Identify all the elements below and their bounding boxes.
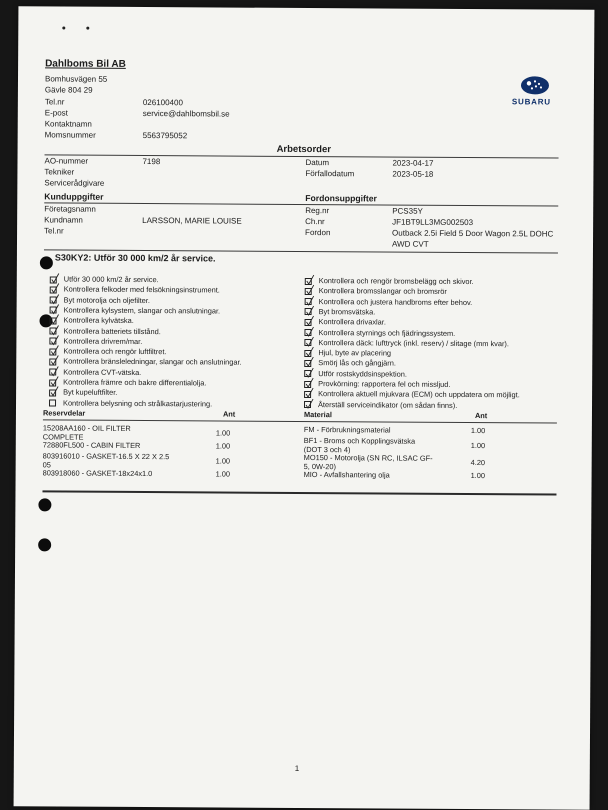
company-field-value: 026100400 bbox=[142, 98, 183, 108]
table-row-name: MIO - Avfallshantering olja bbox=[303, 469, 390, 480]
customer-heading: Kunduppgifter bbox=[44, 191, 104, 202]
order-field-label: Tekniker bbox=[44, 167, 75, 177]
checklist-item-label: Provkörning: rapportera fel och missljud. bbox=[318, 379, 451, 389]
table-row-name: MO150 - Motorolja (SN RC, ILSAC GF- bbox=[303, 452, 433, 463]
table-row-qty: 1.00 bbox=[470, 441, 486, 451]
order-field-value: 2023-04-17 bbox=[392, 158, 434, 168]
order-field-label: Datum bbox=[305, 158, 330, 168]
checklist-item-label: Kontrollera belysning och strålkastarjustering. bbox=[63, 398, 213, 409]
customer-field-label: Tel.nr bbox=[44, 226, 64, 236]
vehicle-field-label: Fordon bbox=[305, 228, 331, 238]
checkmark-icon bbox=[50, 363, 57, 373]
checklist-item-label: Utför 30 000 km/2 år service. bbox=[63, 274, 159, 285]
checkbox-icon bbox=[49, 400, 56, 407]
job-checklist-right bbox=[18, 6, 594, 10]
checkmark-icon bbox=[50, 322, 57, 332]
materials-col-header: Material bbox=[303, 409, 332, 420]
checkmark-icon bbox=[51, 270, 58, 280]
table-row-qty: 4.20 bbox=[470, 458, 486, 468]
checkmark-icon bbox=[50, 384, 57, 394]
checklist-item-label: Kontrollera CVT-vätska. bbox=[63, 367, 142, 377]
checklist-item-label: Utför rostskyddsinspektion. bbox=[318, 368, 407, 379]
checkmark-icon bbox=[51, 301, 58, 311]
company-field-label: Momsnummer bbox=[44, 130, 96, 140]
checkmark-icon bbox=[50, 343, 57, 353]
checkmark-icon bbox=[51, 281, 58, 291]
customer-field-label: Kundnamn bbox=[44, 215, 83, 225]
speck bbox=[86, 27, 89, 30]
checklist-item-label: Återställ serviceindikator (om sådan finns). bbox=[317, 399, 458, 410]
checkmark-icon bbox=[305, 344, 312, 354]
customer-field-value: LARSSON, MARIE LOUISE bbox=[142, 216, 242, 226]
table-row-name: 803916010 - GASKET-16.5 X 22 X 2.5 bbox=[42, 451, 170, 462]
company-field-value: 5563795052 bbox=[142, 131, 188, 141]
checkmark-icon bbox=[305, 385, 312, 395]
checkmark-icon bbox=[51, 312, 58, 322]
checklist-item-label: Kontrollera bromsslangar och bromsrör bbox=[318, 286, 447, 297]
job-checklist-left bbox=[18, 6, 594, 10]
table-row-qty: 1.00 bbox=[215, 441, 231, 451]
checkmark-icon bbox=[305, 324, 312, 334]
punch-hole-4 bbox=[38, 538, 51, 551]
parts-table bbox=[18, 6, 594, 10]
materials-qty-header: Ant bbox=[474, 411, 488, 421]
vehicle-heading: Fordonsuppgifter bbox=[305, 193, 377, 204]
checkmark-icon bbox=[305, 354, 312, 364]
table-row-qty: 1.00 bbox=[470, 426, 486, 436]
checklist-item-label: Kontrollera aktuell mjukvara (ECM) och uppdatera om möjligt. bbox=[318, 389, 520, 400]
checkmark-icon bbox=[50, 373, 57, 383]
order-field-label: Förfallodatum bbox=[305, 169, 355, 179]
checklist-item-label: Kontrollera däck: lufttryck (inkl. reserv) / slitage (mm kvar). bbox=[318, 337, 509, 349]
checklist-item-label: Byt motorolja och oljefilter. bbox=[63, 295, 150, 305]
checkmark-icon bbox=[305, 365, 312, 375]
checklist-item-label: Smörj lås och gångjärn. bbox=[318, 358, 396, 368]
checkmark-icon bbox=[306, 293, 313, 303]
checklist-item-label: Kontrollera felkoder med felsökningsinstrument. bbox=[63, 284, 220, 295]
materials-table bbox=[18, 6, 594, 10]
checklist-item-label: Kontrollera styrnings och fjädringssystem. bbox=[318, 327, 456, 338]
checklist-item-label: Kontrollera bränsleledningar, slangar och anslutningar. bbox=[63, 356, 242, 368]
work-order-sheet bbox=[14, 6, 595, 810]
vehicle-field-label: Ch.nr bbox=[305, 217, 325, 227]
checklist-item-label: Kontrollera och rengör bromsbelägg och skivor. bbox=[318, 276, 474, 287]
checklist-item-label: Byt kupeluftfilter. bbox=[63, 387, 118, 398]
company-field-label: Tel.nr bbox=[44, 97, 65, 107]
checkmark-icon bbox=[305, 396, 312, 406]
order-field-value: 2023-05-18 bbox=[392, 169, 434, 179]
checklist-item-label: Kontrollera drivaxlar. bbox=[318, 317, 386, 327]
order-field-label: Servicerådgivare bbox=[44, 178, 105, 188]
table-row-name-continued: (DOT 3 och 4) bbox=[303, 444, 351, 454]
order-field-value: 7198 bbox=[142, 157, 161, 167]
punch-hole-3 bbox=[38, 498, 51, 511]
order-field-label: AO-nummer bbox=[44, 156, 89, 166]
table-row-name: 15208AA160 - OIL FILTER bbox=[42, 423, 131, 433]
vehicle-field-label: Reg.nr bbox=[305, 206, 330, 216]
checkmark-icon bbox=[306, 313, 313, 323]
table-row-qty: 1.00 bbox=[470, 471, 486, 481]
parts-col-header: Reservdelar bbox=[42, 408, 86, 418]
table-row-name-continued: 05 bbox=[42, 459, 51, 469]
parts-qty-header: Ant bbox=[222, 409, 236, 419]
table-row-name-continued: COMPLETE bbox=[42, 431, 84, 442]
checkmark-icon bbox=[51, 291, 58, 301]
vehicle-field-value-continued: AWD CVT bbox=[391, 239, 429, 249]
page-number: 1 bbox=[294, 763, 300, 773]
checklist-item-label: Hjul, byte av placering bbox=[318, 348, 392, 358]
customer-field-label: Företagsnamn bbox=[44, 204, 96, 214]
customer-rule bbox=[44, 202, 558, 206]
checkmark-icon bbox=[50, 332, 57, 342]
checkmark-icon bbox=[50, 353, 57, 363]
checkmark-icon bbox=[306, 272, 313, 282]
checklist-item-label: Kontrollera kylvätska. bbox=[63, 315, 134, 326]
checklist-item-label: Kontrollera kylsystem, slangar och anslutningar. bbox=[63, 305, 221, 316]
checkmark-icon bbox=[305, 334, 312, 344]
table-row-name: BF1 - Broms och Kopplingsvätska bbox=[303, 435, 416, 446]
table-row-qty: 1.00 bbox=[215, 469, 231, 479]
job-title: S30KY2: Utför 30 000 km/2 år service. bbox=[54, 252, 216, 264]
bottom-rule bbox=[42, 490, 556, 495]
checklist-item-label: Kontrollera batteriets tillstånd. bbox=[63, 326, 161, 336]
company-field-value: service@dahlbomsbil.se bbox=[142, 109, 230, 119]
table-row-name: FM - Förbrukningsmaterial bbox=[303, 424, 391, 435]
title-rule bbox=[45, 154, 559, 158]
checkmark-icon bbox=[305, 375, 312, 385]
speck bbox=[62, 27, 65, 30]
company-city: Gävle 804 29 bbox=[44, 85, 93, 95]
table-row-qty: 1.00 bbox=[215, 428, 231, 438]
vehicle-field-value: PCS35Y bbox=[392, 206, 423, 216]
checklist-item-label: Byt bromsvätska. bbox=[318, 306, 376, 317]
company-field-label: E-post bbox=[44, 108, 68, 118]
table-row-name: 72880FL500 - CABIN FILTER bbox=[42, 440, 141, 451]
vehicle-field-value: Outback 2.5i Field 5 Door Wagon 2.5L DOHC bbox=[392, 228, 554, 239]
punch-hole-1 bbox=[40, 256, 53, 269]
checklist-item-label: Kontrollera drivrem/mar. bbox=[63, 336, 143, 346]
checklist-item-label: Kontrollera främre och bakre differentialolja. bbox=[63, 377, 207, 388]
vehicle-field-value: JF1BT9LL3MG002503 bbox=[392, 217, 474, 228]
company-name: Dahlboms Bil AB bbox=[45, 58, 126, 70]
checklist-item-label: Kontrollera och rengör luftfiltret. bbox=[63, 346, 167, 357]
checkmark-icon bbox=[306, 282, 313, 292]
table-row-qty: 1.00 bbox=[215, 456, 231, 466]
checklist-item-label: Kontrollera och justera handbroms efter behov. bbox=[318, 296, 473, 307]
checkmark-icon bbox=[306, 303, 313, 313]
table-row-name: 803918060 - GASKET-18x24x1.0 bbox=[42, 468, 153, 479]
document-title: Arbetsorder bbox=[276, 143, 331, 156]
company-street: Bomhusvägen 55 bbox=[44, 74, 108, 84]
table-row-name-continued: 5, 0W-20) bbox=[303, 461, 336, 471]
brand-name: SUBARU bbox=[511, 97, 551, 107]
company-field-label: Kontaktnamn bbox=[44, 119, 92, 129]
